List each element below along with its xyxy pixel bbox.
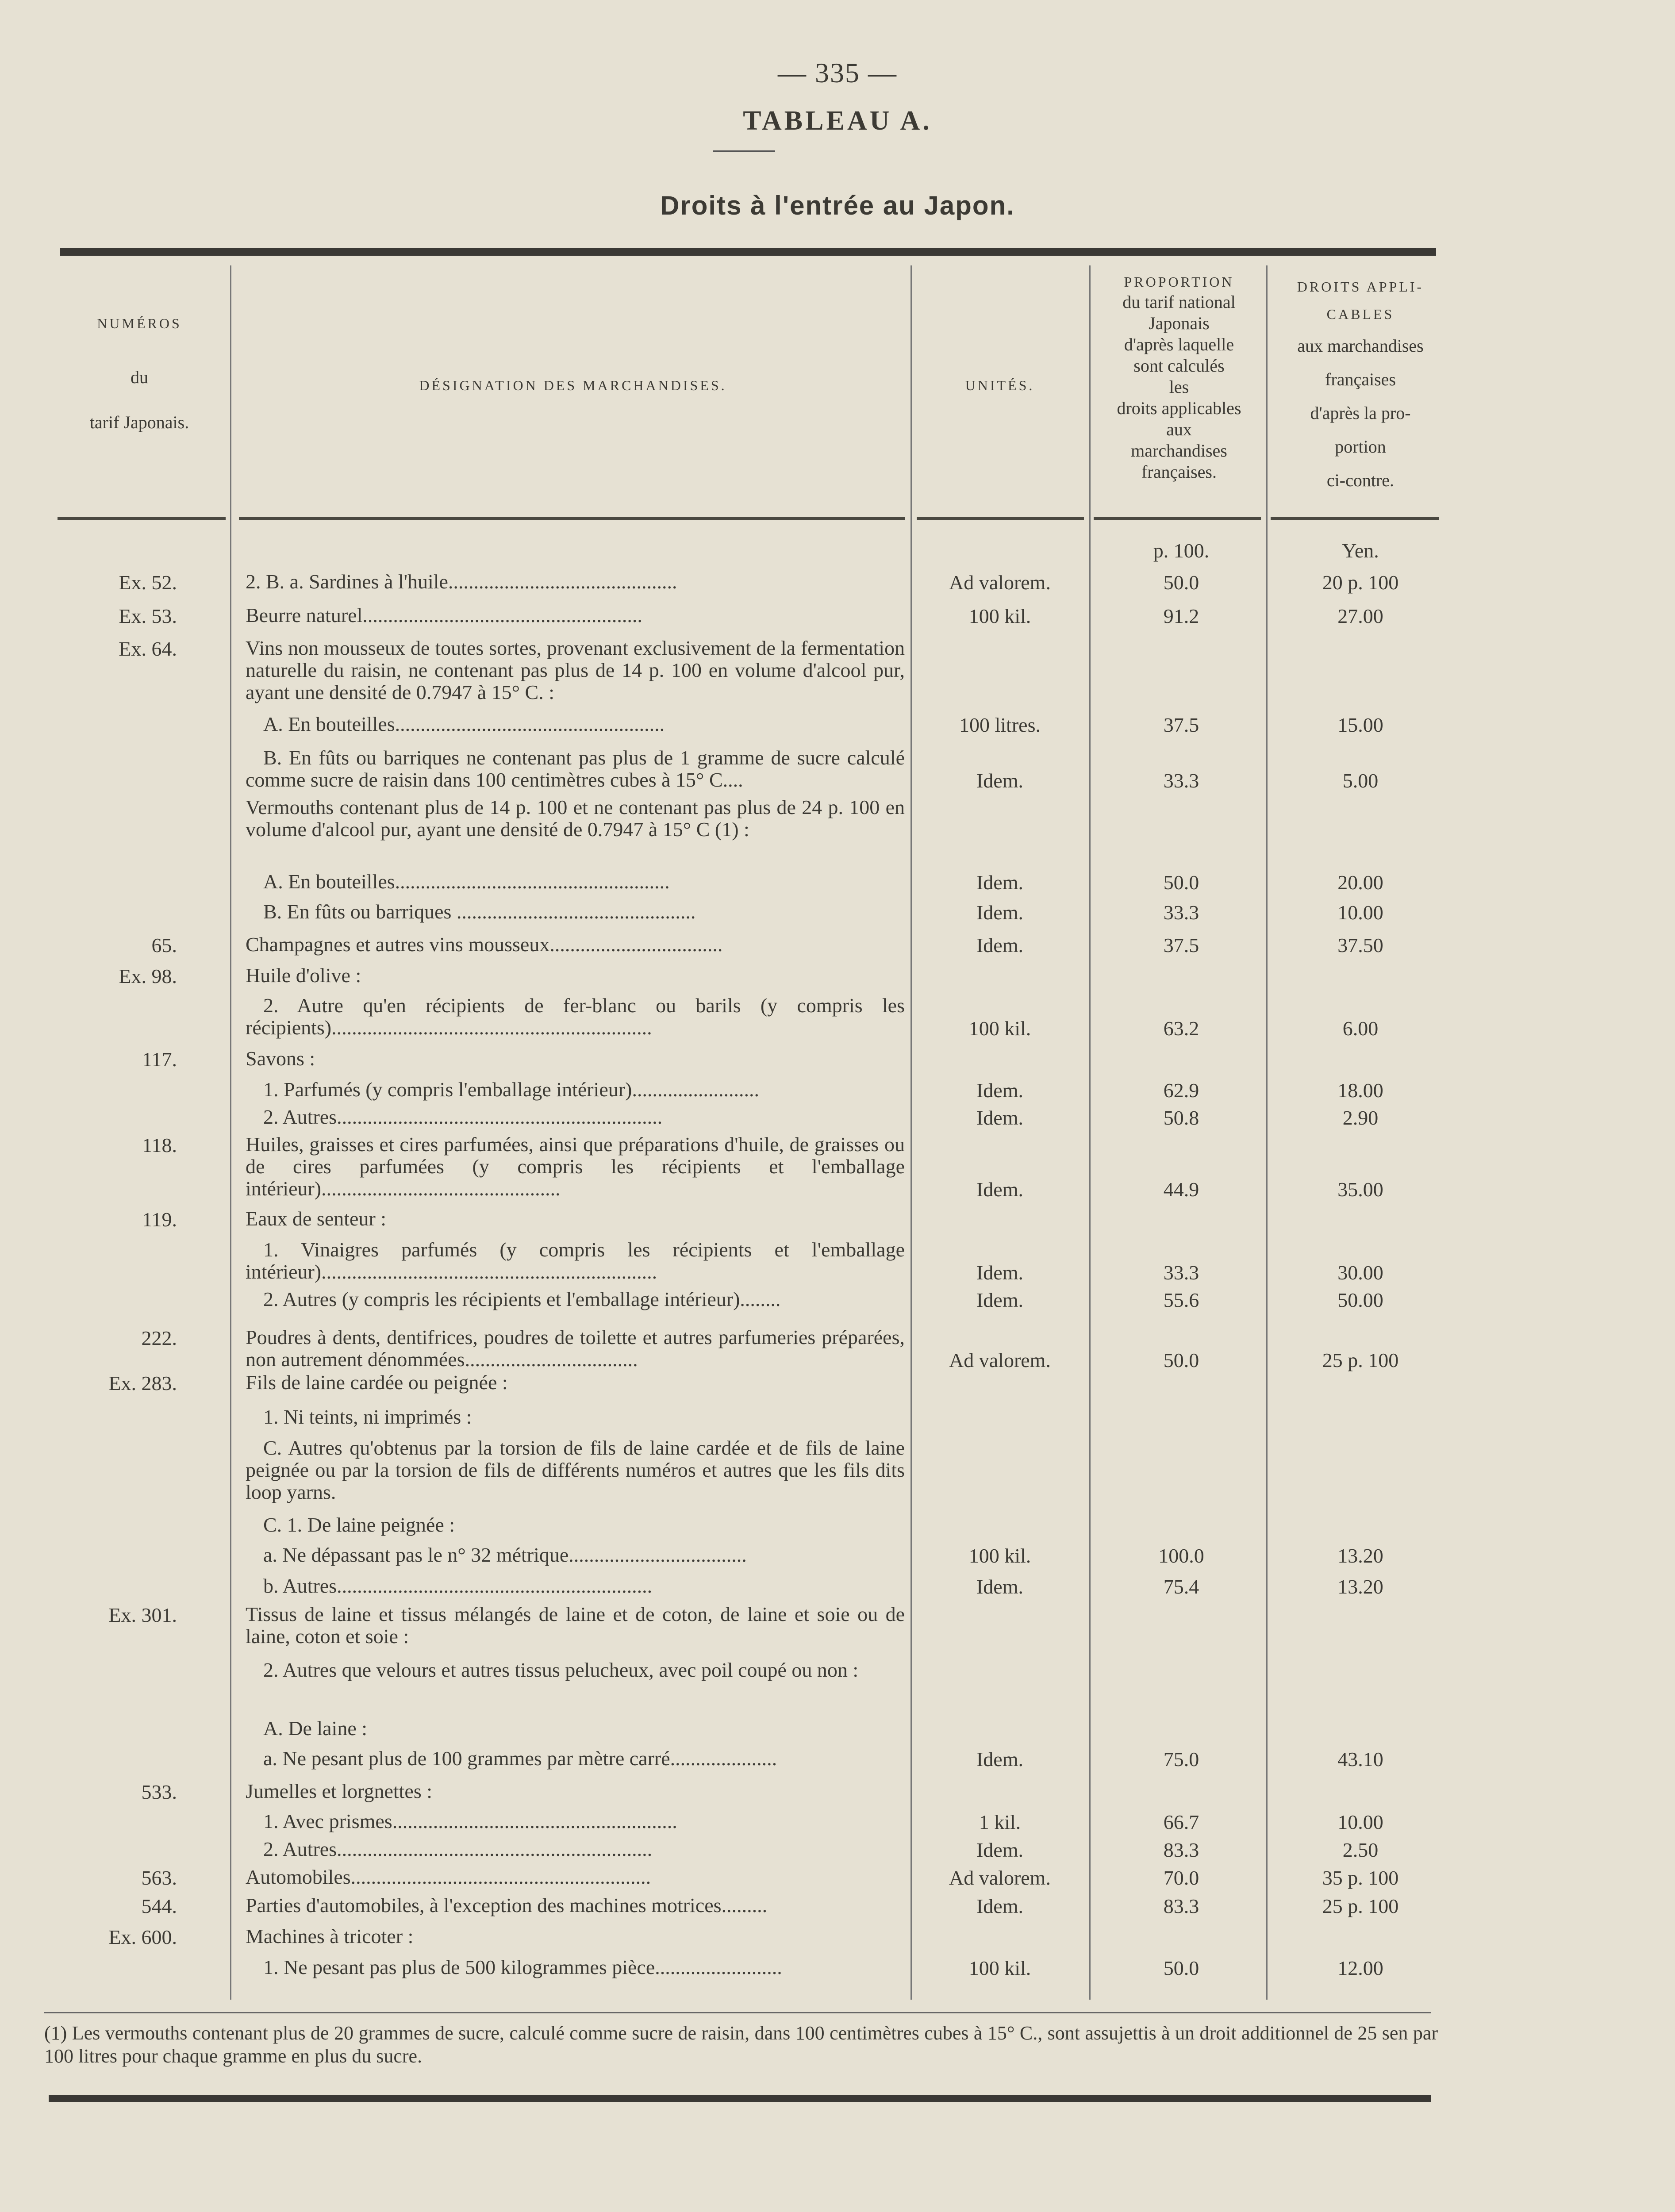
unit-value: 100 kil. <box>968 1544 1031 1567</box>
tariff-number: Ex. 98. <box>119 965 177 987</box>
duty-value: 6.00 <box>1342 1017 1379 1040</box>
proportion-value: 62.9 <box>1163 1079 1199 1102</box>
header-line: du tarif national <box>1122 292 1236 312</box>
proportion-value: 33.3 <box>1163 901 1199 924</box>
proportion-value: 33.3 <box>1163 769 1199 792</box>
header-bottom-rule <box>58 517 226 520</box>
header-line: ci-contre. <box>1326 470 1395 490</box>
tariff-number: Ex. 283. <box>108 1372 177 1394</box>
duty-unit-label: Yen. <box>1342 539 1379 562</box>
unit-value: 100 litres. <box>959 714 1041 736</box>
goods-designation: Parties d'automobiles, à l'exception des machines motrices......... <box>246 1894 768 1916</box>
duty-value: 43.10 <box>1337 1748 1383 1770</box>
duty-value: 20.00 <box>1337 871 1383 894</box>
unit-value: Idem. <box>976 1748 1023 1770</box>
duty-value: 30.00 <box>1337 1261 1383 1284</box>
header-line: françaises <box>1325 369 1396 389</box>
proportion-value: 50.0 <box>1163 571 1199 594</box>
unit-value: Idem. <box>976 1895 1023 1917</box>
header-line: CABLES <box>1326 306 1395 322</box>
proportion-value: 50.0 <box>1163 1957 1199 1979</box>
header-line: DROITS APPLI- <box>1297 279 1424 295</box>
duty-value: 10.00 <box>1337 1811 1383 1833</box>
header-tariff-number <box>53 310 226 436</box>
duty-value: 18.00 <box>1337 1079 1383 1102</box>
title-divider <box>713 150 775 152</box>
duty-value: 37.50 <box>1337 934 1383 956</box>
proportion-value: 50.0 <box>1163 871 1199 894</box>
unit-value: Ad valorem. <box>949 1866 1051 1889</box>
goods-designation: 2. Autres que velours et autres tissus pelucheux, avec poil coupé ou non : <box>263 1659 859 1681</box>
header-line: portion <box>1335 437 1386 457</box>
header-line: d'après la pro- <box>1310 403 1411 423</box>
proportion-value: 91.2 <box>1163 605 1199 627</box>
tariff-number: 119. <box>142 1208 177 1231</box>
unit-value: 100 kil. <box>968 605 1031 627</box>
goods-designation: Eaux de senteur : <box>246 1207 387 1230</box>
page-bottom-rule <box>49 2095 1431 2102</box>
column-divider <box>910 265 912 2000</box>
goods-designation: B. En fûts ou barriques ............................................... <box>263 900 696 923</box>
goods-designation: A. De laine : <box>263 1717 368 1740</box>
duty-value: 15.00 <box>1337 714 1383 736</box>
unit-value: Idem. <box>976 901 1023 924</box>
tariff-number: 533. <box>141 1781 177 1803</box>
unit-value: Idem. <box>976 1289 1023 1311</box>
proportion-unit-label: p. 100. <box>1153 539 1210 562</box>
goods-designation: C. 1. De laine peignée : <box>263 1513 455 1536</box>
goods-designation: Automobiles........................................................... <box>246 1866 651 1888</box>
header-line: Japonais <box>1149 313 1210 333</box>
header-bottom-rule <box>1094 517 1261 520</box>
goods-designation: Poudres à dents, dentifrices, poudres de toilette et autres parfumeries préparées, non autrement dénommées.................................. <box>246 1326 905 1371</box>
header-bottom-rule <box>239 517 905 520</box>
column-divider <box>1089 265 1091 2000</box>
footnote-rule <box>44 2012 1431 2013</box>
unit-value: 100 kil. <box>968 1957 1031 1979</box>
page-number: — 335 — <box>778 57 897 88</box>
unit-value: 1 kil. <box>979 1811 1021 1833</box>
tariff-number: 117. <box>142 1048 177 1071</box>
duty-value: 12.00 <box>1337 1957 1383 1979</box>
header-line: sont calculés <box>1133 356 1225 376</box>
tariff-number: Ex. 53. <box>119 605 177 627</box>
unit-value: Idem. <box>976 1261 1023 1284</box>
goods-designation: Fils de laine cardée ou peignée : <box>246 1371 508 1394</box>
goods-designation: A. En bouteilles...................................................... <box>263 870 670 893</box>
goods-designation: 1. Avec prismes........................................................ <box>263 1810 677 1832</box>
tariff-number: 118. <box>142 1134 177 1156</box>
duty-value: 2.50 <box>1342 1839 1379 1861</box>
proportion-value: 50.0 <box>1163 1349 1199 1371</box>
proportion-value: 83.3 <box>1163 1895 1199 1917</box>
proportion-value: 44.9 <box>1163 1178 1199 1201</box>
proportion-value: 83.3 <box>1163 1839 1199 1861</box>
goods-designation: a. Ne pesant plus de 100 grammes par mètre carré..................... <box>263 1747 777 1770</box>
goods-designation: B. En fûts ou barriques ne contenant pas plus de 1 gramme de sucre calculé comme sucre de raisin dans 100 centimètres cubes à 15° C.... <box>246 746 905 791</box>
proportion-value: 66.7 <box>1163 1811 1199 1833</box>
column-divider <box>230 265 231 2000</box>
header-line: tarif Japonais. <box>89 412 189 432</box>
column-divider <box>1266 265 1268 2000</box>
header-proportion <box>1093 272 1265 483</box>
proportion-value: 75.0 <box>1163 1748 1199 1770</box>
header-line: les <box>1169 377 1189 397</box>
proportion-value: 70.0 <box>1163 1866 1199 1889</box>
duty-value: 2.90 <box>1342 1106 1379 1129</box>
tariff-number: Ex. 301. <box>108 1604 177 1626</box>
goods-designation: 1. Parfumés (y compris l'emballage intérieur)......................... <box>263 1078 759 1101</box>
header-line: droits applicables <box>1117 398 1241 418</box>
unit-value: Ad valorem. <box>949 571 1051 594</box>
page-subtitle: Droits à l'entrée au Japon. <box>660 191 1015 220</box>
goods-designation: 1. Ni teints, ni imprimés : <box>263 1406 472 1428</box>
unit-value: Idem. <box>976 1575 1023 1598</box>
proportion-value: 75.4 <box>1163 1575 1199 1598</box>
goods-designation: 2. Autres.............................................................. <box>263 1838 653 1860</box>
unit-value: 100 kil. <box>968 1017 1031 1040</box>
unit-value: Idem. <box>976 769 1023 792</box>
duty-value: 5.00 <box>1342 769 1379 792</box>
proportion-value: 33.3 <box>1163 1261 1199 1284</box>
goods-designation: A. En bouteilles..................................................... <box>263 713 665 735</box>
duty-value: 25 p. 100 <box>1322 1895 1399 1917</box>
tariff-number: 222. <box>141 1327 177 1349</box>
duty-value: 13.20 <box>1337 1544 1383 1567</box>
unit-value: Ad valorem. <box>949 1349 1051 1371</box>
tariff-number: Ex. 64. <box>119 637 177 660</box>
goods-designation: Huile d'olive : <box>246 964 361 987</box>
header-line: NUMÉROS <box>97 315 182 331</box>
proportion-value: 37.5 <box>1163 934 1199 956</box>
unit-value: Idem. <box>976 1178 1023 1201</box>
header-line: du <box>131 367 148 387</box>
proportion-value: 37.5 <box>1163 714 1199 736</box>
unit-value: Idem. <box>976 871 1023 894</box>
header-line: PROPORTION <box>1124 274 1234 290</box>
goods-designation: Jumelles et lorgnettes : <box>246 1780 433 1802</box>
duty-value: 35 p. 100 <box>1322 1866 1399 1889</box>
goods-designation: 1. Vinaigres parfumés (y compris les récipients et l'emballage intérieur).................................................................. <box>246 1238 905 1283</box>
goods-designation: Beurre naturel....................................................... <box>246 604 642 626</box>
duty-value: 27.00 <box>1337 605 1383 627</box>
table-top-rule <box>60 248 1436 256</box>
duty-value: 35.00 <box>1337 1178 1383 1201</box>
header-duties <box>1270 274 1451 497</box>
goods-designation: Savons : <box>246 1047 315 1070</box>
goods-designation: 2. Autre qu'en récipients de fer-blanc ou barils (y compris les récipients)............................................................... <box>246 994 905 1039</box>
goods-designation: Huiles, graisses et cires parfumées, ainsi que préparations d'huile, de graisses ou de cires parfumées (y compris les récipients et l'emballage intérieur)............................................... <box>246 1133 905 1200</box>
duty-value: 10.00 <box>1337 901 1383 924</box>
duty-value: 20 p. 100 <box>1322 571 1399 594</box>
page-title: TABLEAU A. <box>743 106 932 136</box>
unit-value: Idem. <box>976 1079 1023 1102</box>
goods-designation: 1. Ne pesant pas plus de 500 kilogrammes pièce......................... <box>263 1956 782 1978</box>
proportion-value: 50.8 <box>1163 1106 1199 1129</box>
unit-value: Idem. <box>976 1106 1023 1129</box>
goods-designation: Machines à tricoter : <box>246 1925 414 1947</box>
header-line: aux marchandises <box>1297 336 1424 356</box>
tariff-number: Ex. 52. <box>119 571 177 594</box>
goods-designation: Vins non mousseux de toutes sortes, provenant exclusivement de la fermentation naturelle du raisin, ne contenant pas plus de 14 p. 100 en volume d'alcool pur, ayant une densité de 0.7947 à 15° C. : <box>246 637 905 703</box>
duty-value: 13.20 <box>1337 1575 1383 1598</box>
header-line: aux <box>1166 419 1192 439</box>
proportion-value: 63.2 <box>1163 1017 1199 1040</box>
duty-value: 25 p. 100 <box>1322 1349 1399 1371</box>
header-line: marchandises <box>1131 441 1227 461</box>
header-line: d'après laquelle <box>1124 334 1234 354</box>
duty-value: 50.00 <box>1337 1289 1383 1311</box>
goods-designation: a. Ne dépassant pas le n° 32 métrique................................... <box>263 1544 747 1566</box>
tariff-number: Ex. 600. <box>108 1926 177 1948</box>
goods-designation: Vermouths contenant plus de 14 p. 100 et ne contenant pas plus de 24 p. 100 en volume d'alcool pur, ayant une densité de 0.7947 à 15° C (1) : <box>246 796 905 841</box>
tariff-number: 563. <box>141 1866 177 1889</box>
proportion-value: 55.6 <box>1163 1289 1199 1311</box>
goods-designation: Tissus de laine et tissus mélangés de laine et de coton, de laine et soie ou de laine, coton et soie : <box>246 1603 905 1647</box>
goods-designation: C. Autres qu'obtenus par la torsion de fils de laine cardée et de fils de laine peignée ou par la torsion de fils de différents numéros et autres que les fils dits loop yarns. <box>246 1436 905 1503</box>
goods-designation: 2. Autres................................................................ <box>263 1106 663 1128</box>
tariff-number: 65. <box>151 934 177 956</box>
header-line: françaises. <box>1141 462 1217 482</box>
header-bottom-rule <box>1271 517 1439 520</box>
footnote: (1) Les vermouths contenant plus de 20 grammes de sucre, calculé comme sucre de raisin, dans 100 centimètres cubes à 15° C., sont assujettis à un droit additionnel de 25 sen par 100 litres pour chaque gramme en plus du sucre. <box>44 2022 1438 2067</box>
unit-value: Idem. <box>976 1839 1023 1861</box>
goods-designation: Champagnes et autres vins mousseux.................................. <box>246 933 723 956</box>
goods-designation: 2. B. a. Sardines à l'huile............................................. <box>246 570 677 593</box>
unit-value: Idem. <box>976 934 1023 956</box>
header-bottom-rule <box>917 517 1084 520</box>
header-designation: DÉSIGNATION DES MARCHANDISES. <box>419 377 727 393</box>
header-units: UNITÉS. <box>965 377 1035 393</box>
tariff-number: 544. <box>141 1895 177 1917</box>
goods-designation: 2. Autres (y compris les récipients et l'emballage intérieur)........ <box>263 1288 781 1310</box>
proportion-value: 100.0 <box>1158 1544 1204 1567</box>
goods-designation: b. Autres.............................................................. <box>263 1575 653 1597</box>
